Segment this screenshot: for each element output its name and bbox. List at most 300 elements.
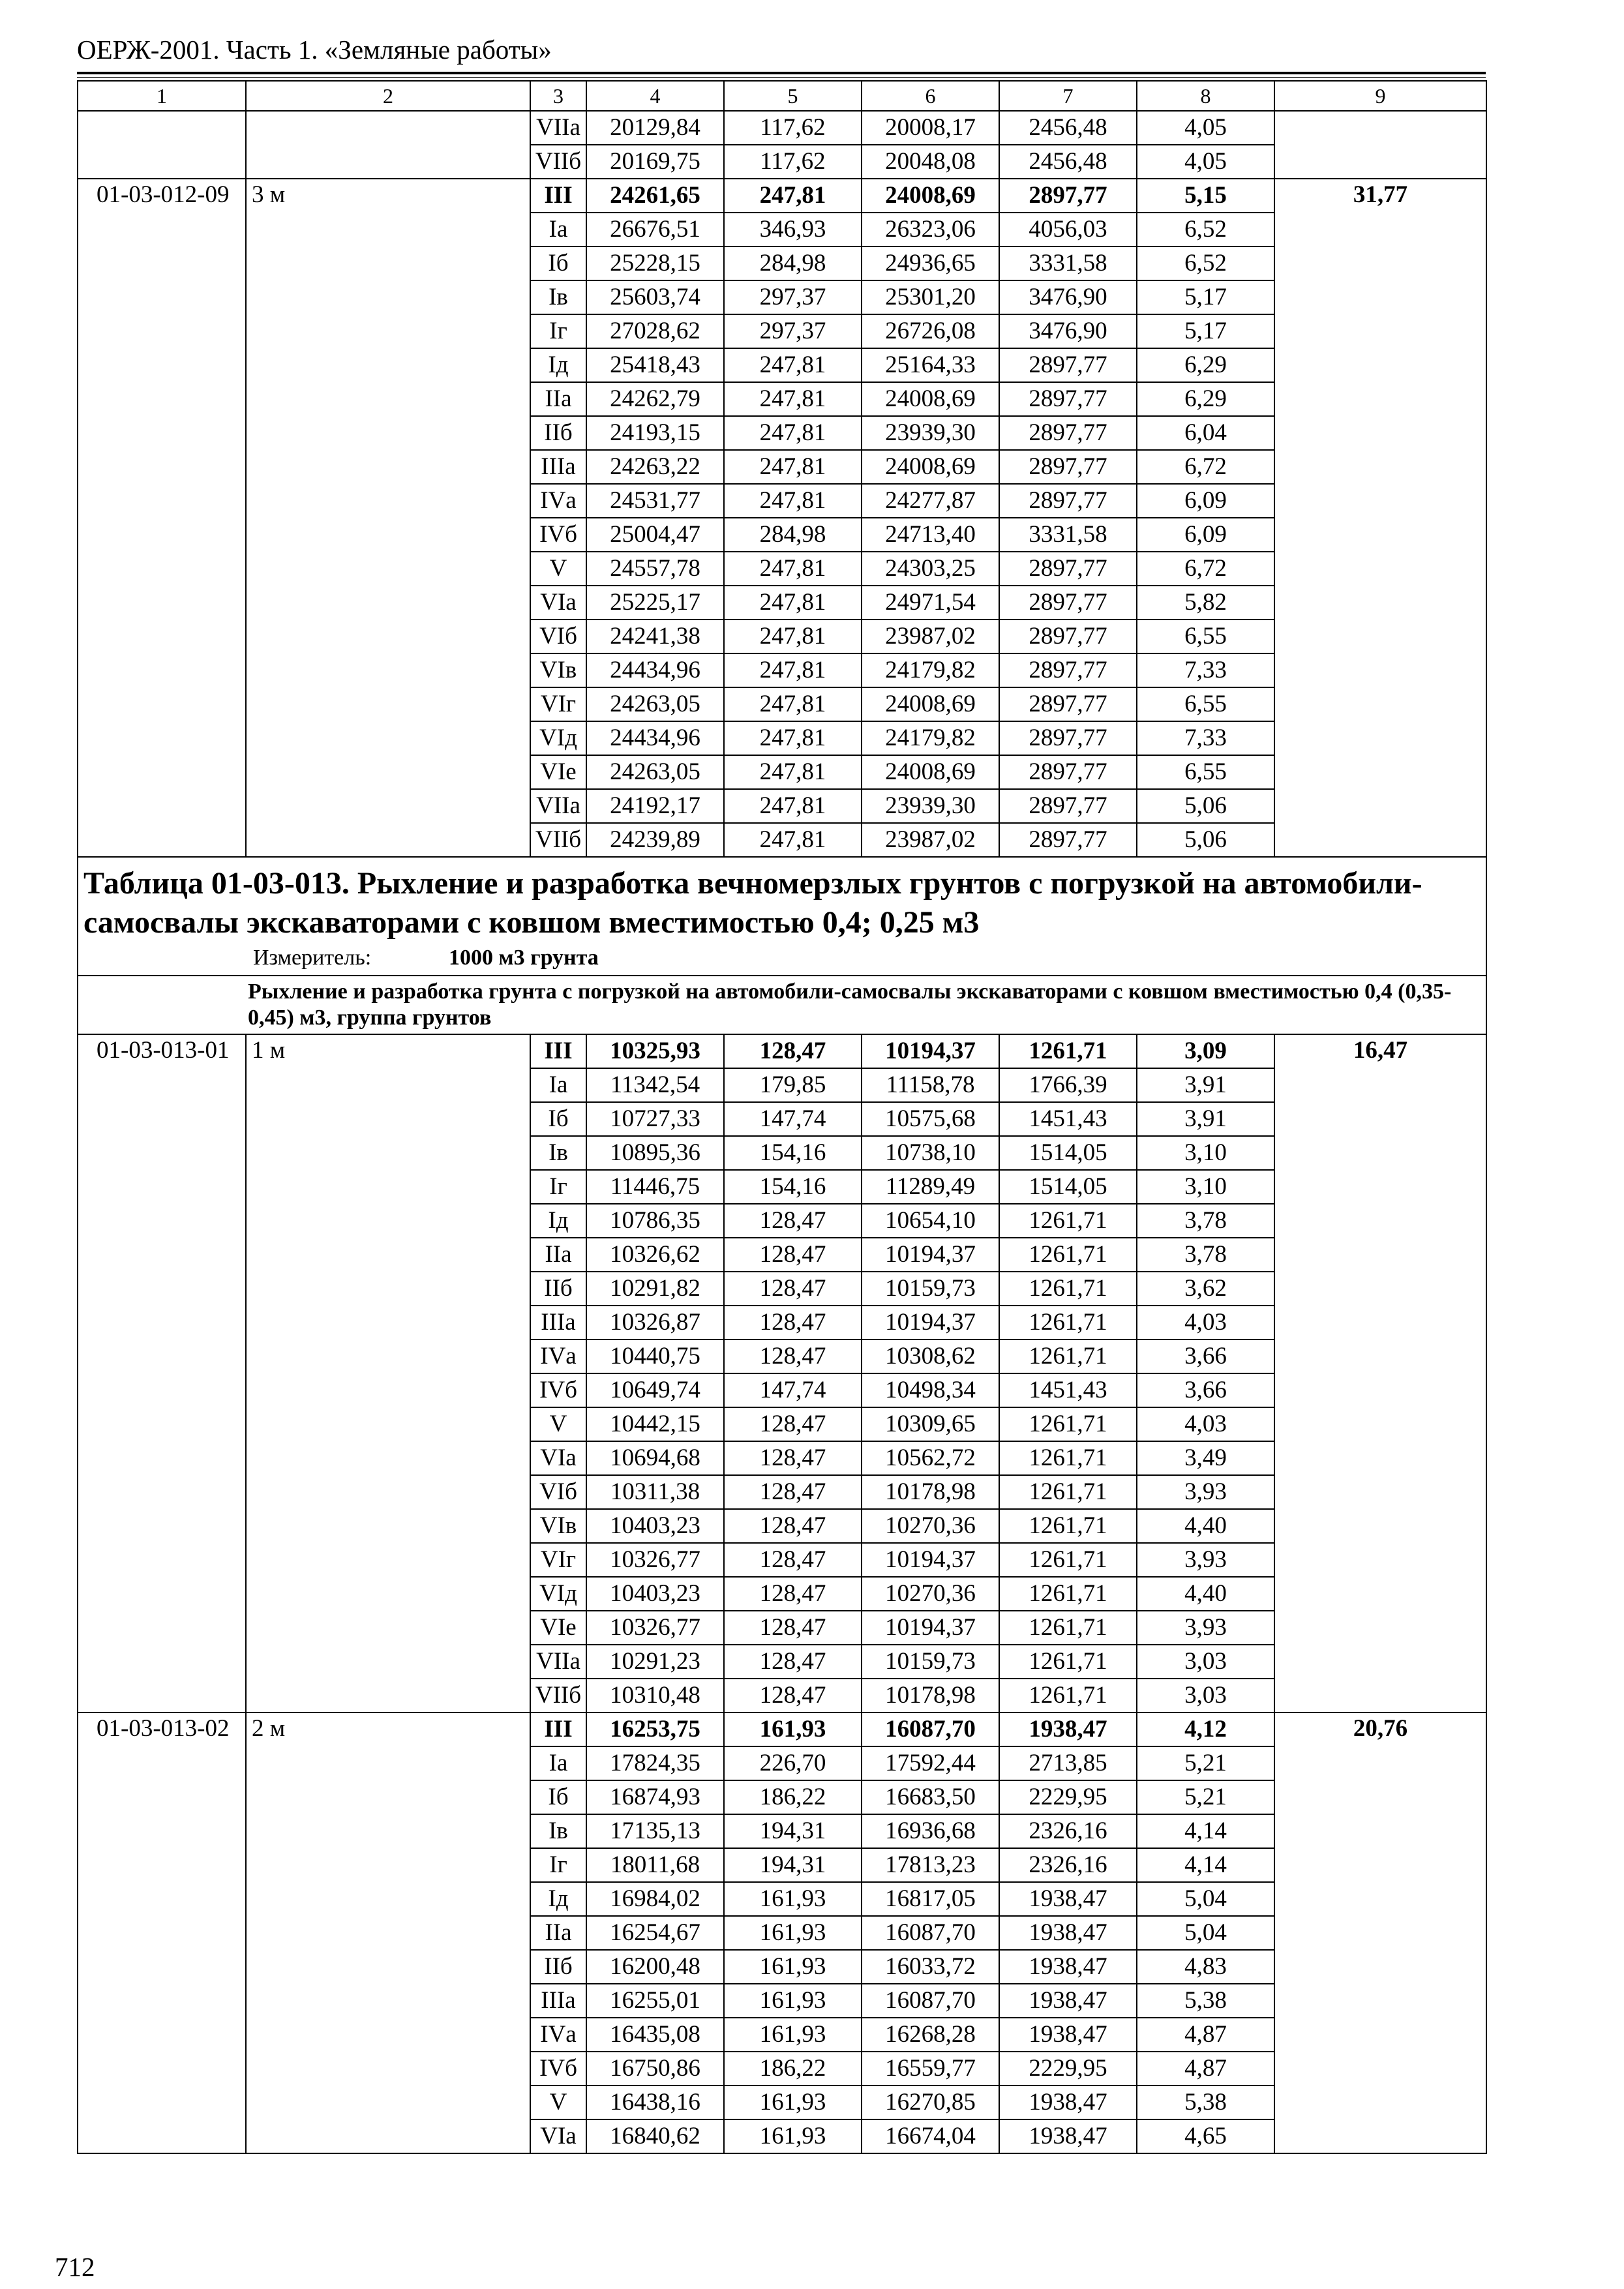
value-cell: 10326,77 <box>586 1611 724 1645</box>
soil-group-cell: VIе <box>530 1611 586 1645</box>
value-cell: 26676,51 <box>586 213 724 247</box>
value-cell: 16750,86 <box>586 2052 724 2086</box>
value-cell: 1766,39 <box>999 1068 1137 1102</box>
value-cell: 128,47 <box>724 1475 862 1509</box>
value-cell: 10403,23 <box>586 1509 724 1543</box>
value-cell: 10326,87 <box>586 1306 724 1339</box>
value-cell: 24434,96 <box>586 721 724 755</box>
value-cell: 16087,70 <box>862 1713 999 1746</box>
column-number: 3 <box>530 81 586 111</box>
column-number: 6 <box>862 81 999 111</box>
value-cell: 6,09 <box>1137 484 1274 518</box>
value-cell: 186,22 <box>724 1780 862 1814</box>
value-cell: 128,47 <box>724 1645 862 1679</box>
value-cell: 247,81 <box>724 755 862 789</box>
value-cell: 24434,96 <box>586 653 724 687</box>
value-cell: 297,37 <box>724 314 862 348</box>
value-cell: 10291,82 <box>586 1272 724 1306</box>
value-cell: 161,93 <box>724 1984 862 2018</box>
value-cell: 3476,90 <box>999 280 1137 314</box>
soil-group-cell: Iг <box>530 1848 586 1882</box>
value-cell: 3,62 <box>1137 1272 1274 1306</box>
value-cell: 2229,95 <box>999 2052 1137 2086</box>
value-cell: 2897,77 <box>999 755 1137 789</box>
value-cell: 284,98 <box>724 247 862 280</box>
value-cell: 25301,20 <box>862 280 999 314</box>
soil-group-cell: VIIб <box>530 1679 586 1713</box>
value-cell: 247,81 <box>724 552 862 586</box>
value-cell: 10326,77 <box>586 1543 724 1577</box>
header-rule-thin <box>77 77 1486 78</box>
value-cell: 2229,95 <box>999 1780 1137 1814</box>
value-cell: 16559,77 <box>862 2052 999 2086</box>
value-cell: 10270,36 <box>862 1509 999 1543</box>
value-cell: 1514,05 <box>999 1136 1137 1170</box>
value-cell: 2897,77 <box>999 653 1137 687</box>
value-cell: 5,04 <box>1137 1916 1274 1950</box>
value-cell: 6,72 <box>1137 552 1274 586</box>
value-cell: 2456,48 <box>999 111 1137 145</box>
value-cell: 16254,67 <box>586 1916 724 1950</box>
soil-group-cell: Iд <box>530 348 586 382</box>
running-header: ОЕРЖ-2001. Часть 1. «Земляные работы» <box>77 35 552 65</box>
value-cell: 6,55 <box>1137 620 1274 653</box>
soil-group-cell: VIв <box>530 653 586 687</box>
value-cell: 11446,75 <box>586 1170 724 1204</box>
value-cell: 4,40 <box>1137 1577 1274 1611</box>
value-cell: 11342,54 <box>586 1068 724 1102</box>
soil-group-cell: VIIб <box>530 823 586 857</box>
depth-label <box>246 111 530 179</box>
value-cell: 10403,23 <box>586 1577 724 1611</box>
value-cell: 3,93 <box>1137 1543 1274 1577</box>
value-cell: 1261,71 <box>999 1509 1137 1543</box>
value-cell: 284,98 <box>724 518 862 552</box>
value-cell: 10649,74 <box>586 1373 724 1407</box>
value-cell: 4,14 <box>1137 1814 1274 1848</box>
value-cell: 3,93 <box>1137 1611 1274 1645</box>
value-cell: 154,16 <box>724 1136 862 1170</box>
column-number: 5 <box>724 81 862 111</box>
value-cell: 161,93 <box>724 1916 862 1950</box>
value-cell: 20129,84 <box>586 111 724 145</box>
value-cell: 128,47 <box>724 1407 862 1441</box>
value-cell: 1514,05 <box>999 1170 1137 1204</box>
value-cell: 4,05 <box>1137 111 1274 145</box>
value-cell: 10309,65 <box>862 1407 999 1441</box>
value-cell: 24303,25 <box>862 552 999 586</box>
value-cell: 1261,71 <box>999 1034 1137 1068</box>
value-cell: 24192,17 <box>586 789 724 823</box>
value-cell: 5,06 <box>1137 789 1274 823</box>
value-cell: 6,29 <box>1137 348 1274 382</box>
value-cell: 2897,77 <box>999 552 1137 586</box>
soil-group-cell: IIа <box>530 1916 586 1950</box>
value-cell: 194,31 <box>724 1848 862 1882</box>
value-cell: 3,93 <box>1137 1475 1274 1509</box>
section-subheading: Рыхление и разработка грунта с погрузкой на автомобили-самосвалы экскаваторами с ковшом вместимостью 0,4 (0,35-0,45) м3, группа грунтов <box>78 976 1486 1034</box>
value-cell: 179,85 <box>724 1068 862 1102</box>
value-cell: 10786,35 <box>586 1204 724 1238</box>
value-cell: 25228,15 <box>586 247 724 280</box>
value-cell: 128,47 <box>724 1543 862 1577</box>
value-cell: 25004,47 <box>586 518 724 552</box>
value-cell: 128,47 <box>724 1204 862 1238</box>
value-cell: 1938,47 <box>999 1713 1137 1746</box>
table-row <box>78 1034 1486 1068</box>
value-cell: 10194,37 <box>862 1543 999 1577</box>
value-cell: 1938,47 <box>999 2018 1137 2052</box>
rate-code: 01-03-013-02 <box>78 1713 246 2153</box>
soil-group-cell: IVа <box>530 1339 586 1373</box>
value-cell: 154,16 <box>724 1170 862 1204</box>
value-cell: 7,33 <box>1137 721 1274 755</box>
value-cell: 2897,77 <box>999 179 1137 213</box>
value-cell: 16253,75 <box>586 1713 724 1746</box>
soil-group-cell: Iб <box>530 1102 586 1136</box>
value-cell: 24263,05 <box>586 687 724 721</box>
value-cell: 4,87 <box>1137 2052 1274 2086</box>
value-cell: 1261,71 <box>999 1475 1137 1509</box>
value-cell: 1451,43 <box>999 1373 1137 1407</box>
soil-group-cell: IVа <box>530 484 586 518</box>
value-cell: 247,81 <box>724 484 862 518</box>
value-cell: 1261,71 <box>999 1543 1137 1577</box>
value-cell: 10440,75 <box>586 1339 724 1373</box>
value-cell: 1261,71 <box>999 1272 1137 1306</box>
value-cell: 3,66 <box>1137 1339 1274 1373</box>
value-cell: 6,29 <box>1137 382 1274 416</box>
rate-code: 01-03-012-09 <box>78 179 246 857</box>
column-number: 1 <box>78 81 246 111</box>
extra-value: 16,47 <box>1274 1034 1486 1713</box>
soil-group-cell: VIIа <box>530 111 586 145</box>
value-cell: 24179,82 <box>862 653 999 687</box>
value-cell: 20048,08 <box>862 145 999 179</box>
value-cell: 2897,77 <box>999 721 1137 755</box>
value-cell: 3,03 <box>1137 1645 1274 1679</box>
value-cell: 16200,48 <box>586 1950 724 1984</box>
value-cell: 247,81 <box>724 382 862 416</box>
value-cell: 2326,16 <box>999 1848 1137 1882</box>
value-cell: 3331,58 <box>999 518 1137 552</box>
value-cell: 2456,48 <box>999 145 1137 179</box>
value-cell: 6,55 <box>1137 755 1274 789</box>
value-cell: 10194,37 <box>862 1034 999 1068</box>
value-cell: 10325,93 <box>586 1034 724 1068</box>
value-cell: 24239,89 <box>586 823 724 857</box>
value-cell: 1938,47 <box>999 1916 1137 1950</box>
value-cell: 247,81 <box>724 179 862 213</box>
column-number: 9 <box>1274 81 1486 111</box>
value-cell: 147,74 <box>724 1373 862 1407</box>
soil-group-cell: IIа <box>530 1238 586 1272</box>
value-cell: 24262,79 <box>586 382 724 416</box>
value-cell: 16435,08 <box>586 2018 724 2052</box>
value-cell: 3,09 <box>1137 1034 1274 1068</box>
value-cell: 10194,37 <box>862 1238 999 1272</box>
value-cell: 2897,77 <box>999 348 1137 382</box>
value-cell: 24008,69 <box>862 179 999 213</box>
value-cell: 16683,50 <box>862 1780 999 1814</box>
value-cell: 6,52 <box>1137 213 1274 247</box>
value-cell: 346,93 <box>724 213 862 247</box>
soil-group-cell: VIIб <box>530 145 586 179</box>
soil-group-cell: Iв <box>530 280 586 314</box>
value-cell: 24557,78 <box>586 552 724 586</box>
value-cell: 4,03 <box>1137 1407 1274 1441</box>
soil-group-cell: V <box>530 2086 586 2119</box>
value-cell: 16840,62 <box>586 2119 724 2153</box>
value-cell: 16033,72 <box>862 1950 999 1984</box>
value-cell: 10291,23 <box>586 1645 724 1679</box>
value-cell: 10654,10 <box>862 1204 999 1238</box>
value-cell: 161,93 <box>724 1713 862 1746</box>
soil-group-cell: Iб <box>530 247 586 280</box>
value-cell: 23939,30 <box>862 789 999 823</box>
value-cell: 1261,71 <box>999 1407 1137 1441</box>
soil-group-cell: VIа <box>530 1441 586 1475</box>
value-cell: 23987,02 <box>862 620 999 653</box>
soil-group-cell: Iа <box>530 1068 586 1102</box>
table-caption-row <box>78 857 1486 976</box>
soil-group-cell: Iа <box>530 213 586 247</box>
table-row <box>78 179 1486 213</box>
soil-group-cell: VIд <box>530 1577 586 1611</box>
soil-group-cell: VIа <box>530 2119 586 2153</box>
value-cell: 10727,33 <box>586 1102 724 1136</box>
value-cell: 247,81 <box>724 620 862 653</box>
value-cell: 2897,77 <box>999 789 1137 823</box>
value-cell: 3476,90 <box>999 314 1137 348</box>
soil-group-cell: Iг <box>530 1170 586 1204</box>
value-cell: 1938,47 <box>999 1984 1137 2018</box>
value-cell: 10498,34 <box>862 1373 999 1407</box>
value-cell: 3,91 <box>1137 1102 1274 1136</box>
table-row <box>78 111 1486 145</box>
value-cell: 128,47 <box>724 1238 862 1272</box>
value-cell: 17135,13 <box>586 1814 724 1848</box>
value-cell: 10159,73 <box>862 1272 999 1306</box>
value-cell: 1261,71 <box>999 1577 1137 1611</box>
value-cell: 247,81 <box>724 721 862 755</box>
value-cell: 10575,68 <box>862 1102 999 1136</box>
value-cell: 161,93 <box>724 1950 862 1984</box>
value-cell: 16268,28 <box>862 2018 999 2052</box>
value-cell: 25164,33 <box>862 348 999 382</box>
value-cell: 247,81 <box>724 789 862 823</box>
value-cell: 24241,38 <box>586 620 724 653</box>
value-cell: 10194,37 <box>862 1306 999 1339</box>
value-cell: 2897,77 <box>999 450 1137 484</box>
value-cell: 161,93 <box>724 2086 862 2119</box>
value-cell: 4,83 <box>1137 1950 1274 1984</box>
soil-group-cell: V <box>530 1407 586 1441</box>
soil-group-cell: IVб <box>530 1373 586 1407</box>
value-cell: 5,06 <box>1137 823 1274 857</box>
value-cell: 4056,03 <box>999 213 1137 247</box>
soil-group-cell: VIд <box>530 721 586 755</box>
value-cell: 2897,77 <box>999 620 1137 653</box>
soil-group-cell: Iд <box>530 1204 586 1238</box>
value-cell: 1261,71 <box>999 1306 1137 1339</box>
value-cell: 4,05 <box>1137 145 1274 179</box>
value-cell: 128,47 <box>724 1272 862 1306</box>
value-cell: 5,21 <box>1137 1780 1274 1814</box>
value-cell: 24531,77 <box>586 484 724 518</box>
rate-code: 01-03-013-01 <box>78 1034 246 1713</box>
value-cell: 16270,85 <box>862 2086 999 2119</box>
value-cell: 3,10 <box>1137 1170 1274 1204</box>
value-cell: 3,10 <box>1137 1136 1274 1170</box>
value-cell: 1261,71 <box>999 1611 1137 1645</box>
value-cell: 5,21 <box>1137 1746 1274 1780</box>
soil-group-cell: IIб <box>530 1950 586 1984</box>
value-cell: 4,12 <box>1137 1713 1274 1746</box>
unit-value: 1000 м3 грунта <box>449 946 599 970</box>
value-cell: 25418,43 <box>586 348 724 382</box>
value-cell: 24008,69 <box>862 450 999 484</box>
value-cell: 247,81 <box>724 348 862 382</box>
table-row <box>78 1713 1486 1746</box>
soil-group-cell: Iг <box>530 314 586 348</box>
value-cell: 1261,71 <box>999 1441 1137 1475</box>
depth-label: 2 м <box>246 1713 530 2153</box>
value-cell: 247,81 <box>724 450 862 484</box>
subheading-row <box>78 976 1486 1034</box>
value-cell: 128,47 <box>724 1034 862 1068</box>
value-cell: 4,40 <box>1137 1509 1274 1543</box>
soil-group-cell: IIб <box>530 1272 586 1306</box>
depth-label: 3 м <box>246 179 530 857</box>
value-cell: 10326,62 <box>586 1238 724 1272</box>
value-cell: 1261,71 <box>999 1645 1137 1679</box>
soil-group-cell: VIг <box>530 1543 586 1577</box>
value-cell: 147,74 <box>724 1102 862 1136</box>
value-cell: 2897,77 <box>999 416 1137 450</box>
column-number-row <box>78 81 1486 111</box>
value-cell: 5,17 <box>1137 314 1274 348</box>
soil-group-cell: III <box>530 1034 586 1068</box>
soil-group-cell: IIIа <box>530 450 586 484</box>
value-cell: 2897,77 <box>999 484 1137 518</box>
value-cell: 10738,10 <box>862 1136 999 1170</box>
value-cell: 10178,98 <box>862 1475 999 1509</box>
value-cell: 23939,30 <box>862 416 999 450</box>
value-cell: 3,49 <box>1137 1441 1274 1475</box>
value-cell: 3,78 <box>1137 1204 1274 1238</box>
value-cell: 128,47 <box>724 1509 862 1543</box>
soil-group-cell: III <box>530 179 586 213</box>
value-cell: 18011,68 <box>586 1848 724 1882</box>
value-cell: 161,93 <box>724 2119 862 2153</box>
value-cell: 10562,72 <box>862 1441 999 1475</box>
value-cell: 128,47 <box>724 1339 862 1373</box>
value-cell: 16984,02 <box>586 1882 724 1916</box>
soil-group-cell: VIг <box>530 687 586 721</box>
extra-value <box>1274 111 1486 179</box>
value-cell: 26323,06 <box>862 213 999 247</box>
value-cell: 25603,74 <box>586 280 724 314</box>
value-cell: 297,37 <box>724 280 862 314</box>
value-cell: 5,82 <box>1137 586 1274 620</box>
soil-group-cell: IIб <box>530 416 586 450</box>
value-cell: 4,65 <box>1137 2119 1274 2153</box>
value-cell: 5,38 <box>1137 2086 1274 2119</box>
soil-group-cell: Iб <box>530 1780 586 1814</box>
unit-label: Измеритель: <box>253 946 372 970</box>
value-cell: 128,47 <box>724 1441 862 1475</box>
value-cell: 27028,62 <box>586 314 724 348</box>
soil-group-cell: Iв <box>530 1814 586 1848</box>
value-cell: 128,47 <box>724 1611 862 1645</box>
value-cell: 4,14 <box>1137 1848 1274 1882</box>
value-cell: 194,31 <box>724 1814 862 1848</box>
value-cell: 11289,49 <box>862 1170 999 1204</box>
value-cell: 25225,17 <box>586 586 724 620</box>
value-cell: 6,09 <box>1137 518 1274 552</box>
column-number: 7 <box>999 81 1137 111</box>
value-cell: 16087,70 <box>862 1916 999 1950</box>
unit-line <box>83 944 1481 972</box>
column-number: 4 <box>586 81 724 111</box>
value-cell: 1261,71 <box>999 1204 1137 1238</box>
value-cell: 16087,70 <box>862 1984 999 2018</box>
value-cell: 1451,43 <box>999 1102 1137 1136</box>
value-cell: 247,81 <box>724 653 862 687</box>
value-cell: 24713,40 <box>862 518 999 552</box>
value-cell: 16438,16 <box>586 2086 724 2119</box>
value-cell: 161,93 <box>724 2018 862 2052</box>
value-cell: 24193,15 <box>586 416 724 450</box>
value-cell: 2897,77 <box>999 823 1137 857</box>
value-cell: 1938,47 <box>999 2119 1137 2153</box>
value-cell: 10178,98 <box>862 1679 999 1713</box>
value-cell: 24008,69 <box>862 687 999 721</box>
value-cell: 10308,62 <box>862 1339 999 1373</box>
value-cell: 1261,71 <box>999 1339 1137 1373</box>
soil-group-cell: VIIа <box>530 789 586 823</box>
value-cell: 10310,48 <box>586 1679 724 1713</box>
value-cell: 16817,05 <box>862 1882 999 1916</box>
value-cell: 2897,77 <box>999 687 1137 721</box>
soil-group-cell: IIа <box>530 382 586 416</box>
value-cell: 2713,85 <box>999 1746 1137 1780</box>
value-cell: 6,52 <box>1137 247 1274 280</box>
header-rule <box>77 72 1486 74</box>
value-cell: 3,03 <box>1137 1679 1274 1713</box>
value-cell: 2897,77 <box>999 586 1137 620</box>
table-caption <box>78 857 1486 976</box>
extra-value: 31,77 <box>1274 179 1486 857</box>
value-cell: 24277,87 <box>862 484 999 518</box>
value-cell: 24971,54 <box>862 586 999 620</box>
value-cell: 5,17 <box>1137 280 1274 314</box>
value-cell: 7,33 <box>1137 653 1274 687</box>
value-cell: 6,72 <box>1137 450 1274 484</box>
soil-group-cell: IVб <box>530 2052 586 2086</box>
value-cell: 10194,37 <box>862 1611 999 1645</box>
value-cell: 186,22 <box>724 2052 862 2086</box>
value-cell: 16674,04 <box>862 2119 999 2153</box>
value-cell: 4,87 <box>1137 2018 1274 2052</box>
value-cell: 17824,35 <box>586 1746 724 1780</box>
value-cell: 24261,65 <box>586 179 724 213</box>
table-caption-title: Таблица 01-03-013. Рыхление и разработка вечномерзлых грунтов с погрузкой на автомобили-самосвалы экскаваторами с ковшом вместимостью 0,4; 0,25 м3 <box>83 866 1422 940</box>
soil-group-cell: III <box>530 1713 586 1746</box>
value-cell: 1938,47 <box>999 2086 1137 2119</box>
value-cell: 3,91 <box>1137 1068 1274 1102</box>
